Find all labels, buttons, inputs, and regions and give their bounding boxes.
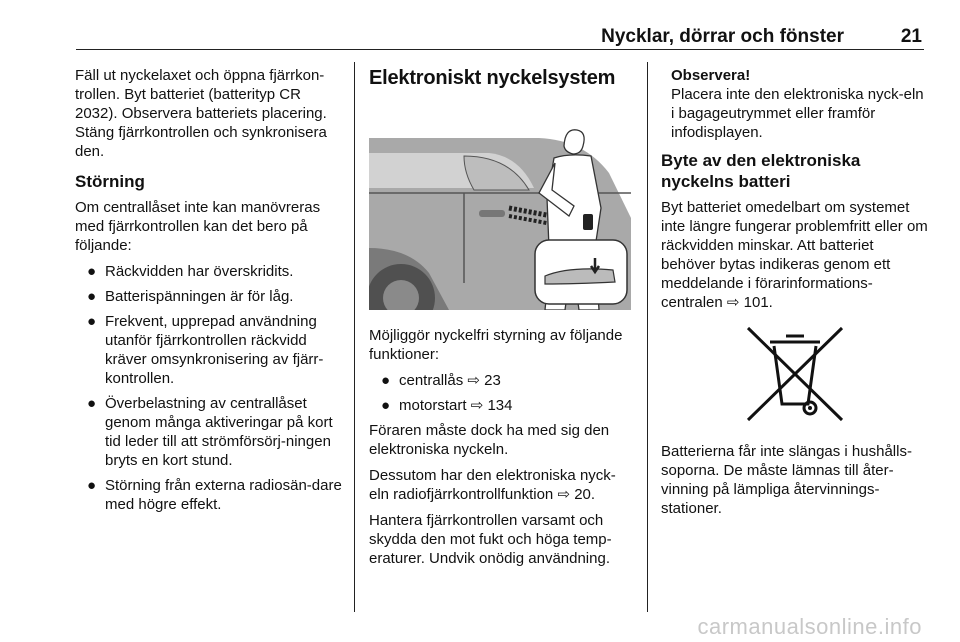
- page-ref[interactable]: 134: [487, 397, 513, 414]
- bullet-icon: ●: [87, 395, 97, 412]
- note-box: [661, 66, 929, 142]
- page-ref-arrow-icon: ⇨: [557, 486, 571, 503]
- list-item: ● centrallås ⇨ 23: [381, 372, 501, 389]
- page-ref-arrow-icon: ⇨: [467, 372, 480, 389]
- storning-paragraph: Om centrallåset inte kan manövreras med fjärrkontrollen kan det bero på följande:: [75, 199, 321, 254]
- features-intro: Möjliggör nyckelfri styrning av följande funktioner:: [369, 327, 623, 363]
- column-middle: [369, 66, 635, 575]
- list-item: ● Batterispänningen är för låg.: [87, 288, 294, 305]
- column-right: [661, 66, 929, 525]
- section-heading-nyckelsystem: Elektroniskt nyckelsystem: [369, 67, 616, 89]
- page-ref-arrow-icon: ⇨: [470, 397, 484, 414]
- list-item: ● Räckvidden har överskridits.: [87, 263, 294, 280]
- features-list: [369, 371, 635, 415]
- car-keyless-illustration: [369, 98, 635, 310]
- driver-key-paragraph: Föraren måste dock ha med sig den elektroniska nyckeln.: [369, 422, 610, 458]
- column-left: [75, 66, 343, 520]
- storning-list: [75, 262, 343, 514]
- section-heading-battery: Byte av den elektroniska nyckelns batteri: [661, 151, 861, 191]
- bullet-icon: ●: [87, 288, 97, 305]
- column-divider: [354, 62, 355, 612]
- header-rule: [76, 49, 924, 50]
- chapter-title: Nycklar, dörrar och fönster: [601, 26, 844, 47]
- bullet-icon: ●: [87, 313, 97, 330]
- page-ref[interactable]: 101.: [743, 294, 773, 311]
- remote-function-paragraph: Dessutom har den elektroniska nyck-eln radiofjärrkontrollfunktion ⇨ 20.: [369, 467, 616, 503]
- battery-replace-paragraph: Byt batteriet omedelbart om systemet inte längre fungerar problemfritt eller om räckvidden minskar. Att batteriet behöver bytas indikeras genom ett meddelande i förarinformations-centralen ⇨ 101.: [661, 199, 928, 311]
- list-item: ● motorstart ⇨ 134: [381, 397, 513, 414]
- battery-intro-paragraph: Fäll ut nyckelaxet och öppna fjärrkon-trollen. Byt batteriet (batterityp CR 2032). Observera batteriets placering. Stäng fjärrkontrollen och synkronisera den.: [75, 67, 327, 160]
- list-item: ● Störning från externa radiosän-dare med högre effekt.: [87, 477, 342, 513]
- bullet-icon: ●: [381, 372, 391, 389]
- care-paragraph: Hantera fjärrkontrollen varsamt och skydda den mot fukt och höga temp-eraturer. Undvik onödig användning.: [369, 512, 612, 567]
- page-number: 21: [900, 26, 922, 47]
- watermark: carmanualsonline.info: [697, 614, 922, 639]
- page-ref[interactable]: 20.: [574, 486, 596, 503]
- bullet-icon: ●: [381, 397, 391, 414]
- page-header: [76, 26, 924, 50]
- disposal-paragraph: Batterierna får inte slängas i hushålls-soporna. De måste lämnas till åter-vinning på lämpliga återvinnings-stationer.: [661, 443, 912, 517]
- crossed-bin-icon: [740, 324, 850, 424]
- section-heading-storning: Störning: [75, 172, 145, 191]
- list-item: ● Frekvent, upprepad användning utanför fjärrkontrollen räckvidd kräver omsynkronisering av fjärr-kontrollen.: [87, 313, 324, 387]
- list-item: ● Överbelastning av centrallåset genom många aktiveringar på kort tid leder till att strömförsörj-ningen bryts en kort stund.: [87, 395, 333, 469]
- bullet-icon: ●: [87, 263, 97, 280]
- page-ref[interactable]: 23: [484, 372, 501, 389]
- note-title: Observera!: [671, 67, 751, 84]
- note-text: Placera inte den elektroniska nyck-eln i bagageutrymmet eller framför infodisplayen.: [671, 86, 924, 141]
- page-ref-arrow-icon: ⇨: [726, 294, 740, 311]
- column-divider: [647, 62, 648, 612]
- bullet-icon: ●: [87, 477, 97, 494]
